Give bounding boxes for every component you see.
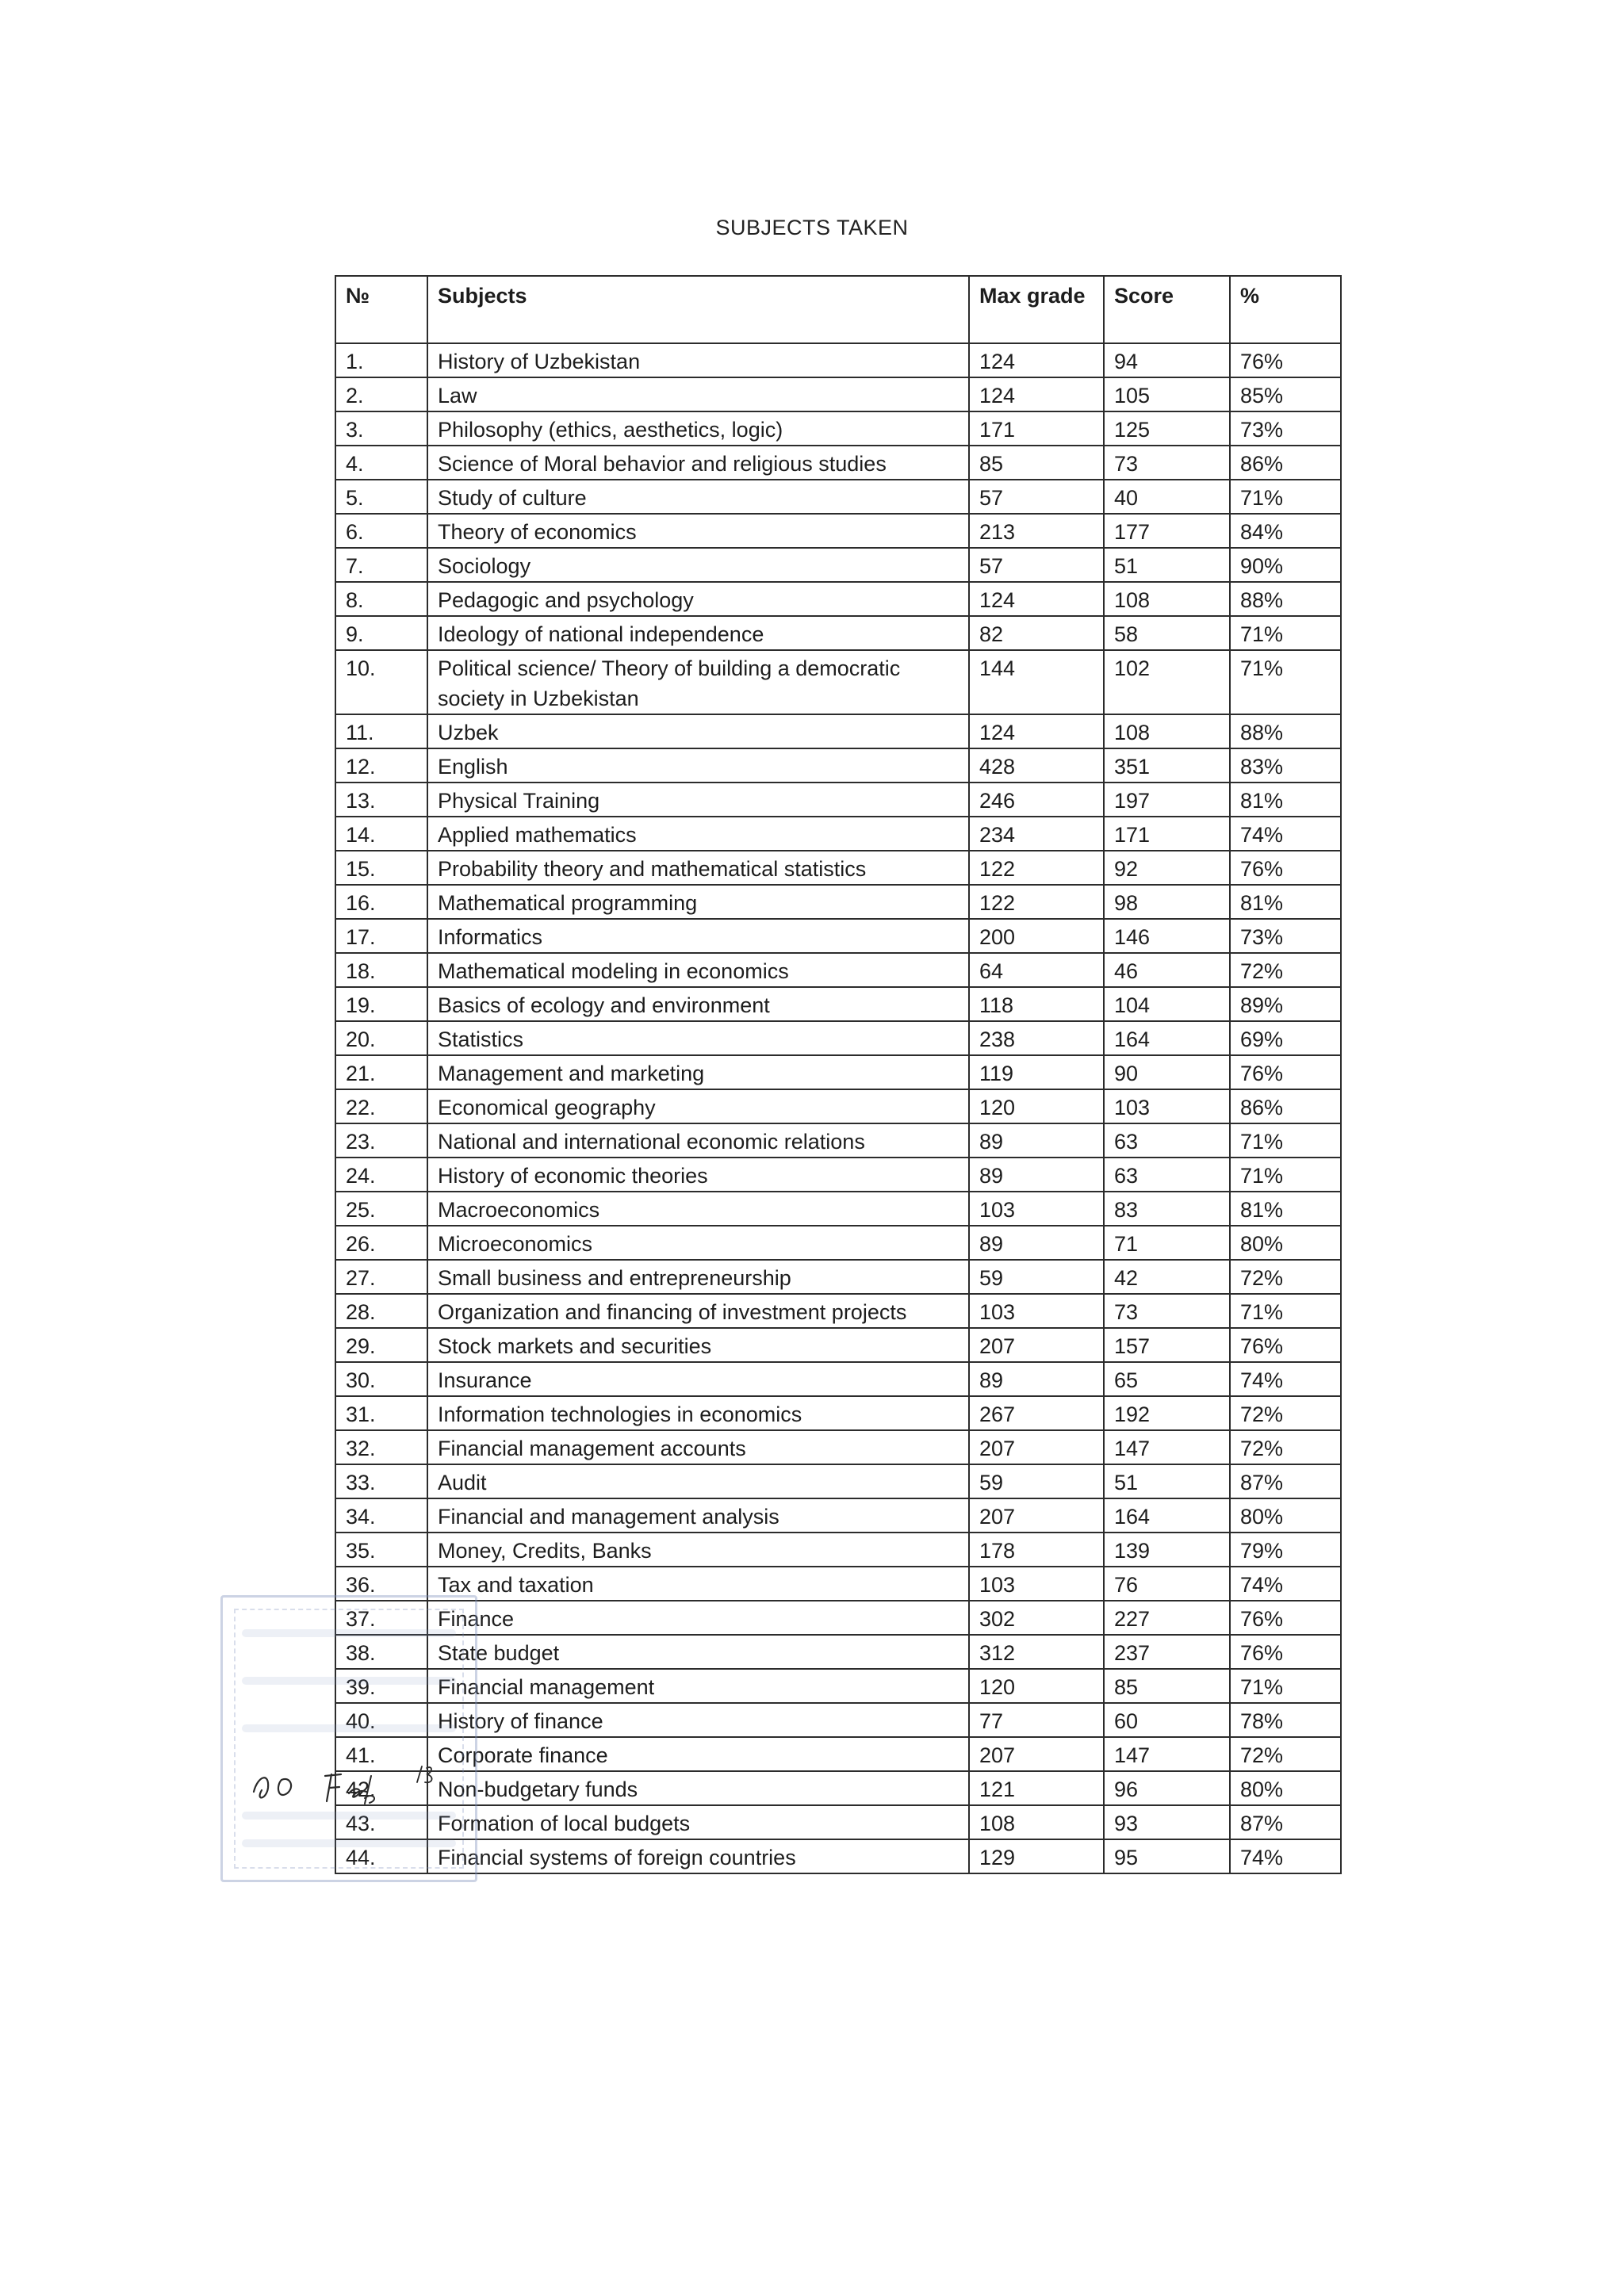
cell-percent: 74% xyxy=(1230,1839,1341,1873)
cell-subject: Financial management accounts xyxy=(427,1430,969,1464)
cell-subject: Uzbek xyxy=(427,714,969,748)
cell-max-grade: 120 xyxy=(969,1089,1104,1123)
cell-max-grade: 89 xyxy=(969,1362,1104,1396)
cell-number: 44. xyxy=(335,1839,427,1873)
table-row xyxy=(335,616,1341,650)
cell-max-grade: 129 xyxy=(969,1839,1104,1873)
cell-number: 15. xyxy=(335,851,427,885)
cell-score: 42 xyxy=(1104,1260,1230,1294)
cell-subject: Ideology of national independence xyxy=(427,616,969,650)
cell-number: 17. xyxy=(335,919,427,953)
table-row xyxy=(335,1396,1341,1430)
cell-percent: 76% xyxy=(1230,343,1341,377)
cell-percent: 71% xyxy=(1230,1158,1341,1192)
cell-subject: Pedagogic and psychology xyxy=(427,582,969,616)
cell-score: 46 xyxy=(1104,953,1230,987)
table-row xyxy=(335,1430,1341,1464)
cell-score: 192 xyxy=(1104,1396,1230,1430)
cell-max-grade: 207 xyxy=(969,1328,1104,1362)
cell-number: 37. xyxy=(335,1601,427,1635)
cell-number: 26. xyxy=(335,1226,427,1260)
cell-subject: State budget xyxy=(427,1635,969,1669)
cell-max-grade: 89 xyxy=(969,1226,1104,1260)
cell-score: 147 xyxy=(1104,1430,1230,1464)
cell-score: 71 xyxy=(1104,1226,1230,1260)
cell-score: 95 xyxy=(1104,1839,1230,1873)
table-row xyxy=(335,1158,1341,1192)
cell-number: 42. xyxy=(335,1771,427,1805)
cell-percent: 86% xyxy=(1230,446,1341,480)
cell-percent: 80% xyxy=(1230,1226,1341,1260)
cell-score: 103 xyxy=(1104,1089,1230,1123)
cell-max-grade: 207 xyxy=(969,1498,1104,1533)
cell-score: 108 xyxy=(1104,714,1230,748)
cell-percent: 71% xyxy=(1230,1294,1341,1328)
cell-score: 90 xyxy=(1104,1055,1230,1089)
cell-number: 21. xyxy=(335,1055,427,1089)
cell-score: 139 xyxy=(1104,1533,1230,1567)
header-percent: % xyxy=(1230,276,1341,343)
cell-max-grade: 200 xyxy=(969,919,1104,953)
cell-percent: 80% xyxy=(1230,1771,1341,1805)
cell-percent: 83% xyxy=(1230,748,1341,783)
table-row xyxy=(335,1192,1341,1226)
table-row xyxy=(335,714,1341,748)
cell-number: 16. xyxy=(335,885,427,919)
cell-percent: 72% xyxy=(1230,953,1341,987)
cell-subject: Money, Credits, Banks xyxy=(427,1533,969,1567)
cell-percent: 76% xyxy=(1230,1601,1341,1635)
table-row xyxy=(335,1635,1341,1669)
table-row xyxy=(335,480,1341,514)
cell-percent: 79% xyxy=(1230,1533,1341,1567)
table-row xyxy=(335,1123,1341,1158)
cell-score: 237 xyxy=(1104,1635,1230,1669)
header-number: № xyxy=(335,276,427,343)
cell-max-grade: 178 xyxy=(969,1533,1104,1567)
cell-subject: Organization and financing of investment projects xyxy=(427,1294,969,1328)
cell-percent: 88% xyxy=(1230,582,1341,616)
cell-subject: Stock markets and securities xyxy=(427,1328,969,1362)
cell-number: 39. xyxy=(335,1669,427,1703)
cell-subject: Audit xyxy=(427,1464,969,1498)
table-row xyxy=(335,1260,1341,1294)
cell-max-grade: 144 xyxy=(969,650,1104,714)
cell-max-grade: 121 xyxy=(969,1771,1104,1805)
cell-score: 96 xyxy=(1104,1771,1230,1805)
cell-percent: 86% xyxy=(1230,1089,1341,1123)
cell-score: 40 xyxy=(1104,480,1230,514)
table-row xyxy=(335,446,1341,480)
table-row xyxy=(335,953,1341,987)
cell-percent: 72% xyxy=(1230,1737,1341,1771)
cell-subject: History of economic theories xyxy=(427,1158,969,1192)
cell-subject: Information technologies in economics xyxy=(427,1396,969,1430)
cell-percent: 81% xyxy=(1230,885,1341,919)
cell-max-grade: 118 xyxy=(969,987,1104,1021)
cell-max-grade: 89 xyxy=(969,1123,1104,1158)
cell-percent: 73% xyxy=(1230,919,1341,953)
cell-score: 58 xyxy=(1104,616,1230,650)
cell-number: 31. xyxy=(335,1396,427,1430)
cell-score: 65 xyxy=(1104,1362,1230,1396)
cell-subject: Applied mathematics xyxy=(427,817,969,851)
table-row xyxy=(335,1464,1341,1498)
cell-percent: 88% xyxy=(1230,714,1341,748)
cell-subject: Small business and entrepreneurship xyxy=(427,1260,969,1294)
cell-score: 92 xyxy=(1104,851,1230,885)
cell-score: 51 xyxy=(1104,548,1230,582)
cell-max-grade: 122 xyxy=(969,885,1104,919)
cell-subject: Theory of economics xyxy=(427,514,969,548)
cell-percent: 89% xyxy=(1230,987,1341,1021)
table-row xyxy=(335,377,1341,411)
cell-subject: Formation of local budgets xyxy=(427,1805,969,1839)
cell-percent: 80% xyxy=(1230,1498,1341,1533)
cell-max-grade: 124 xyxy=(969,582,1104,616)
table-row xyxy=(335,650,1341,714)
cell-subject: National and international economic relations xyxy=(427,1123,969,1158)
cell-max-grade: 302 xyxy=(969,1601,1104,1635)
cell-number: 24. xyxy=(335,1158,427,1192)
cell-score: 73 xyxy=(1104,446,1230,480)
table-row xyxy=(335,1498,1341,1533)
page-title: SUBJECTS TAKEN xyxy=(715,216,909,239)
cell-percent: 76% xyxy=(1230,1635,1341,1669)
cell-max-grade: 57 xyxy=(969,480,1104,514)
cell-number: 33. xyxy=(335,1464,427,1498)
cell-subject: Financial and management analysis xyxy=(427,1498,969,1533)
cell-subject: Corporate finance xyxy=(427,1737,969,1771)
cell-percent: 71% xyxy=(1230,1123,1341,1158)
table-row xyxy=(335,1737,1341,1771)
header-score: Score xyxy=(1104,276,1230,343)
cell-number: 11. xyxy=(335,714,427,748)
cell-score: 146 xyxy=(1104,919,1230,953)
cell-max-grade: 213 xyxy=(969,514,1104,548)
table-row xyxy=(335,1226,1341,1260)
cell-percent: 76% xyxy=(1230,851,1341,885)
cell-percent: 87% xyxy=(1230,1464,1341,1498)
cell-subject: Mathematical modeling in economics xyxy=(427,953,969,987)
cell-score: 63 xyxy=(1104,1123,1230,1158)
cell-percent: 74% xyxy=(1230,1567,1341,1601)
header-max-grade: Max grade xyxy=(969,276,1104,343)
cell-subject: Management and marketing xyxy=(427,1055,969,1089)
cell-number: 29. xyxy=(335,1328,427,1362)
cell-number: 22. xyxy=(335,1089,427,1123)
cell-score: 197 xyxy=(1104,783,1230,817)
cell-percent: 76% xyxy=(1230,1328,1341,1362)
table-row xyxy=(335,548,1341,582)
cell-percent: 73% xyxy=(1230,411,1341,446)
cell-number: 28. xyxy=(335,1294,427,1328)
cell-score: 104 xyxy=(1104,987,1230,1021)
cell-max-grade: 246 xyxy=(969,783,1104,817)
cell-number: 38. xyxy=(335,1635,427,1669)
table-row xyxy=(335,1839,1341,1873)
table-row xyxy=(335,1533,1341,1567)
cell-score: 227 xyxy=(1104,1601,1230,1635)
cell-score: 85 xyxy=(1104,1669,1230,1703)
cell-score: 102 xyxy=(1104,650,1230,714)
cell-number: 34. xyxy=(335,1498,427,1533)
cell-max-grade: 124 xyxy=(969,714,1104,748)
cell-score: 164 xyxy=(1104,1498,1230,1533)
cell-max-grade: 124 xyxy=(969,343,1104,377)
cell-number: 30. xyxy=(335,1362,427,1396)
cell-number: 25. xyxy=(335,1192,427,1226)
table-row xyxy=(335,783,1341,817)
cell-percent: 87% xyxy=(1230,1805,1341,1839)
cell-number: 19. xyxy=(335,987,427,1021)
cell-max-grade: 59 xyxy=(969,1260,1104,1294)
table-header-row xyxy=(335,276,1341,343)
cell-percent: 78% xyxy=(1230,1703,1341,1737)
cell-percent: 90% xyxy=(1230,548,1341,582)
cell-percent: 69% xyxy=(1230,1021,1341,1055)
cell-percent: 71% xyxy=(1230,650,1341,714)
cell-max-grade: 108 xyxy=(969,1805,1104,1839)
cell-max-grade: 238 xyxy=(969,1021,1104,1055)
cell-score: 108 xyxy=(1104,582,1230,616)
cell-score: 98 xyxy=(1104,885,1230,919)
table-row xyxy=(335,851,1341,885)
cell-subject: Probability theory and mathematical statistics xyxy=(427,851,969,885)
cell-number: 20. xyxy=(335,1021,427,1055)
cell-number: 18. xyxy=(335,953,427,987)
cell-subject: Physical Training xyxy=(427,783,969,817)
table-row xyxy=(335,1021,1341,1055)
cell-percent: 81% xyxy=(1230,1192,1341,1226)
cell-max-grade: 57 xyxy=(969,548,1104,582)
cell-score: 63 xyxy=(1104,1158,1230,1192)
cell-score: 125 xyxy=(1104,411,1230,446)
cell-max-grade: 119 xyxy=(969,1055,1104,1089)
cell-percent: 72% xyxy=(1230,1396,1341,1430)
table-row xyxy=(335,582,1341,616)
cell-max-grade: 312 xyxy=(969,1635,1104,1669)
cell-subject: Microeconomics xyxy=(427,1226,969,1260)
cell-max-grade: 124 xyxy=(969,377,1104,411)
cell-max-grade: 85 xyxy=(969,446,1104,480)
table-row xyxy=(335,1703,1341,1737)
cell-max-grade: 103 xyxy=(969,1294,1104,1328)
table-row xyxy=(335,1669,1341,1703)
cell-percent: 71% xyxy=(1230,480,1341,514)
cell-score: 164 xyxy=(1104,1021,1230,1055)
table-row xyxy=(335,1328,1341,1362)
cell-subject: Economical geography xyxy=(427,1089,969,1123)
cell-subject: Financial management xyxy=(427,1669,969,1703)
cell-number: 36. xyxy=(335,1567,427,1601)
cell-max-grade: 89 xyxy=(969,1158,1104,1192)
table-row xyxy=(335,885,1341,919)
cell-number: 8. xyxy=(335,582,427,616)
cell-subject: Sociology xyxy=(427,548,969,582)
cell-subject: History of finance xyxy=(427,1703,969,1737)
table-row xyxy=(335,1601,1341,1635)
cell-number: 2. xyxy=(335,377,427,411)
cell-subject: Financial systems of foreign countries xyxy=(427,1839,969,1873)
cell-number: 43. xyxy=(335,1805,427,1839)
table-row xyxy=(335,343,1341,377)
cell-subject: Law xyxy=(427,377,969,411)
cell-subject: Study of culture xyxy=(427,480,969,514)
cell-score: 157 xyxy=(1104,1328,1230,1362)
table-row xyxy=(335,1294,1341,1328)
table-row xyxy=(335,748,1341,783)
cell-number: 13. xyxy=(335,783,427,817)
cell-max-grade: 120 xyxy=(969,1669,1104,1703)
cell-max-grade: 207 xyxy=(969,1430,1104,1464)
table-row xyxy=(335,1055,1341,1089)
cell-max-grade: 171 xyxy=(969,411,1104,446)
cell-max-grade: 428 xyxy=(969,748,1104,783)
cell-subject: English xyxy=(427,748,969,783)
cell-subject: Non-budgetary funds xyxy=(427,1771,969,1805)
cell-subject: Insurance xyxy=(427,1362,969,1396)
table-body xyxy=(335,343,1341,1873)
cell-percent: 71% xyxy=(1230,616,1341,650)
cell-percent: 84% xyxy=(1230,514,1341,548)
cell-score: 147 xyxy=(1104,1737,1230,1771)
table-row xyxy=(335,1362,1341,1396)
cell-subject: Basics of ecology and environment xyxy=(427,987,969,1021)
cell-subject: Mathematical programming xyxy=(427,885,969,919)
table-row xyxy=(335,987,1341,1021)
cell-subject: Statistics xyxy=(427,1021,969,1055)
cell-max-grade: 77 xyxy=(969,1703,1104,1737)
cell-subject: Science of Moral behavior and religious studies xyxy=(427,446,969,480)
cell-max-grade: 64 xyxy=(969,953,1104,987)
cell-score: 94 xyxy=(1104,343,1230,377)
cell-score: 60 xyxy=(1104,1703,1230,1737)
cell-number: 5. xyxy=(335,480,427,514)
cell-number: 32. xyxy=(335,1430,427,1464)
cell-number: 7. xyxy=(335,548,427,582)
cell-max-grade: 267 xyxy=(969,1396,1104,1430)
table-row xyxy=(335,1089,1341,1123)
subjects-table xyxy=(335,275,1342,1874)
table-row xyxy=(335,919,1341,953)
cell-percent: 85% xyxy=(1230,377,1341,411)
cell-number: 6. xyxy=(335,514,427,548)
cell-max-grade: 103 xyxy=(969,1567,1104,1601)
cell-number: 4. xyxy=(335,446,427,480)
table-row xyxy=(335,1805,1341,1839)
cell-subject: History of Uzbekistan xyxy=(427,343,969,377)
cell-percent: 72% xyxy=(1230,1260,1341,1294)
cell-percent: 76% xyxy=(1230,1055,1341,1089)
cell-number: 3. xyxy=(335,411,427,446)
cell-score: 93 xyxy=(1104,1805,1230,1839)
cell-percent: 74% xyxy=(1230,817,1341,851)
cell-max-grade: 82 xyxy=(969,616,1104,650)
cell-number: 10. xyxy=(335,650,427,714)
cell-score: 105 xyxy=(1104,377,1230,411)
table-row xyxy=(335,514,1341,548)
cell-number: 27. xyxy=(335,1260,427,1294)
cell-number: 1. xyxy=(335,343,427,377)
cell-score: 51 xyxy=(1104,1464,1230,1498)
header-subjects: Subjects xyxy=(427,276,969,343)
cell-score: 76 xyxy=(1104,1567,1230,1601)
cell-max-grade: 234 xyxy=(969,817,1104,851)
cell-score: 177 xyxy=(1104,514,1230,548)
cell-number: 41. xyxy=(335,1737,427,1771)
cell-percent: 74% xyxy=(1230,1362,1341,1396)
cell-number: 23. xyxy=(335,1123,427,1158)
cell-subject: Informatics xyxy=(427,919,969,953)
cell-max-grade: 122 xyxy=(969,851,1104,885)
cell-max-grade: 59 xyxy=(969,1464,1104,1498)
cell-number: 35. xyxy=(335,1533,427,1567)
cell-subject: Philosophy (ethics, aesthetics, logic) xyxy=(427,411,969,446)
cell-score: 171 xyxy=(1104,817,1230,851)
cell-score: 73 xyxy=(1104,1294,1230,1328)
cell-subject: Tax and taxation xyxy=(427,1567,969,1601)
cell-max-grade: 103 xyxy=(969,1192,1104,1226)
table-row xyxy=(335,1771,1341,1805)
cell-subject: Finance xyxy=(427,1601,969,1635)
cell-percent: 81% xyxy=(1230,783,1341,817)
cell-subject: Political science/ Theory of building a democratic society in Uzbekistan xyxy=(427,650,969,714)
cell-number: 12. xyxy=(335,748,427,783)
cell-max-grade: 207 xyxy=(969,1737,1104,1771)
cell-score: 83 xyxy=(1104,1192,1230,1226)
table-row xyxy=(335,411,1341,446)
table-row xyxy=(335,817,1341,851)
cell-number: 9. xyxy=(335,616,427,650)
cell-percent: 71% xyxy=(1230,1669,1341,1703)
table-row xyxy=(335,1567,1341,1601)
cell-number: 40. xyxy=(335,1703,427,1737)
cell-score: 351 xyxy=(1104,748,1230,783)
cell-subject: Macroeconomics xyxy=(427,1192,969,1226)
cell-percent: 72% xyxy=(1230,1430,1341,1464)
cell-number: 14. xyxy=(335,817,427,851)
